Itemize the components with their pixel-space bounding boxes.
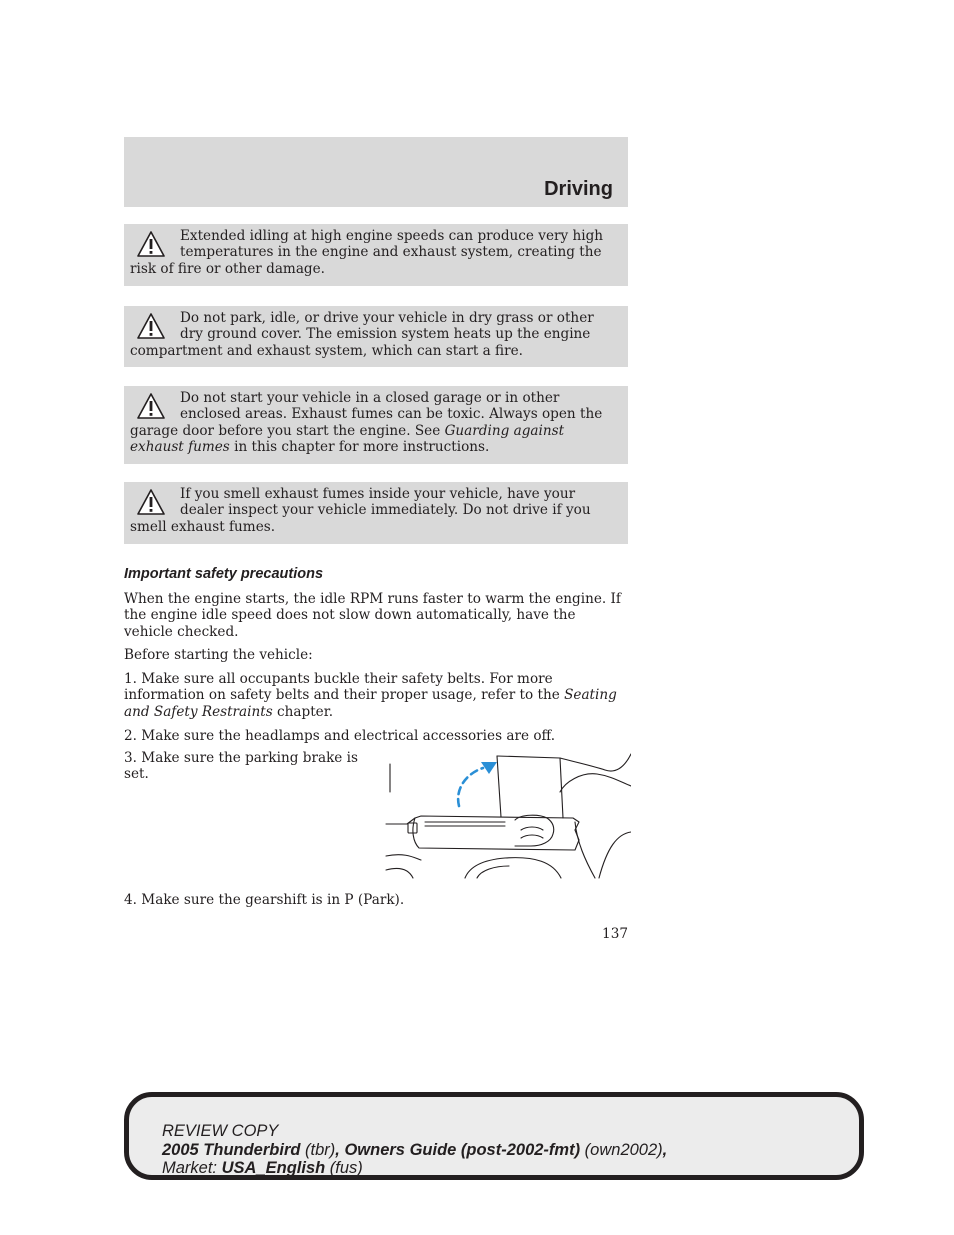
warning-text: If you smell exhaust fumes inside your vehicle, have your dealer inspect your vehicle immediately. Do not drive if you smell exhaust fumes. xyxy=(130,486,591,535)
warning-box-garage xyxy=(124,386,628,464)
footer-market-code: (fus) xyxy=(325,1159,363,1177)
warning-text xyxy=(130,390,620,456)
warning-box-idling xyxy=(124,224,628,286)
cross-reference-link-text: Guarding against exhaust fumes xyxy=(130,422,565,456)
warning-text-part: Do not start your vehicle in a closed garage or in other enclosed areas. Exhaust fumes can be toxic. Always open the garage door before you start the engine. See xyxy=(130,390,603,439)
footer-model-code: (tbr) xyxy=(300,1140,336,1159)
step-4: 4. Make sure the gearshift is in P (Park). xyxy=(124,892,405,908)
warning-text: Extended idling at high engine speeds can produce very high temperatures in the engine and exhaust system, creating the risk of fire or other damage. xyxy=(130,228,604,277)
footer-comma: , xyxy=(662,1140,668,1159)
footer-market: USA_English xyxy=(221,1159,326,1177)
warning-triangle-icon xyxy=(136,230,166,258)
warning-text-part: in this chapter for more instructions. xyxy=(229,439,490,456)
chapter-title: Driving xyxy=(544,178,613,200)
chapter-header xyxy=(124,137,628,207)
warning-triangle-icon xyxy=(136,392,166,420)
footer-market-line xyxy=(162,1159,667,1178)
warning-box-dry-grass xyxy=(124,306,628,367)
warning-box-fumes xyxy=(124,482,628,544)
footer-market-label: Market: xyxy=(162,1159,222,1177)
footer-guide-code: (own2002) xyxy=(580,1140,663,1159)
footer-document-line xyxy=(162,1141,667,1160)
footer-guide: , Owners Guide (post-2002-fmt) xyxy=(335,1140,581,1159)
intro-paragraph: When the engine starts, the idle RPM runs faster to warm the engine. If the engine idle speed does not slow down automatically, have the vehicle checked. xyxy=(124,591,621,640)
warning-triangle-icon xyxy=(136,312,166,340)
review-copy-footer xyxy=(124,1092,864,1180)
section-heading: Important safety precautions xyxy=(124,566,324,582)
step-1-text: 1. Make sure all occupants buckle their safety belts. For more information on safety belts and their proper usage, refer to the xyxy=(124,671,565,704)
warning-triangle-icon xyxy=(136,488,166,516)
footer-review-copy: REVIEW COPY xyxy=(162,1122,279,1140)
step-2: 2. Make sure the headlamps and electrical accessories are off. xyxy=(124,728,556,744)
footer-model: 2005 Thunderbird xyxy=(162,1140,301,1159)
page-number: 137 xyxy=(602,926,628,942)
before-starting-paragraph: Before starting the vehicle: xyxy=(124,647,313,663)
warning-text: Do not park, idle, or drive your vehicle in dry grass or other dry ground cover. The emission system heats up the engine compartment and exhaust system, which can start a fire. xyxy=(130,310,594,359)
step-1-text-end: chapter. xyxy=(272,703,334,720)
step-3: 3. Make sure the parking brake is set. xyxy=(124,750,358,783)
parking-brake-illustration xyxy=(385,752,631,880)
step-1 xyxy=(124,671,628,720)
cross-reference-text: Seating and Safety Restraints xyxy=(124,687,617,720)
